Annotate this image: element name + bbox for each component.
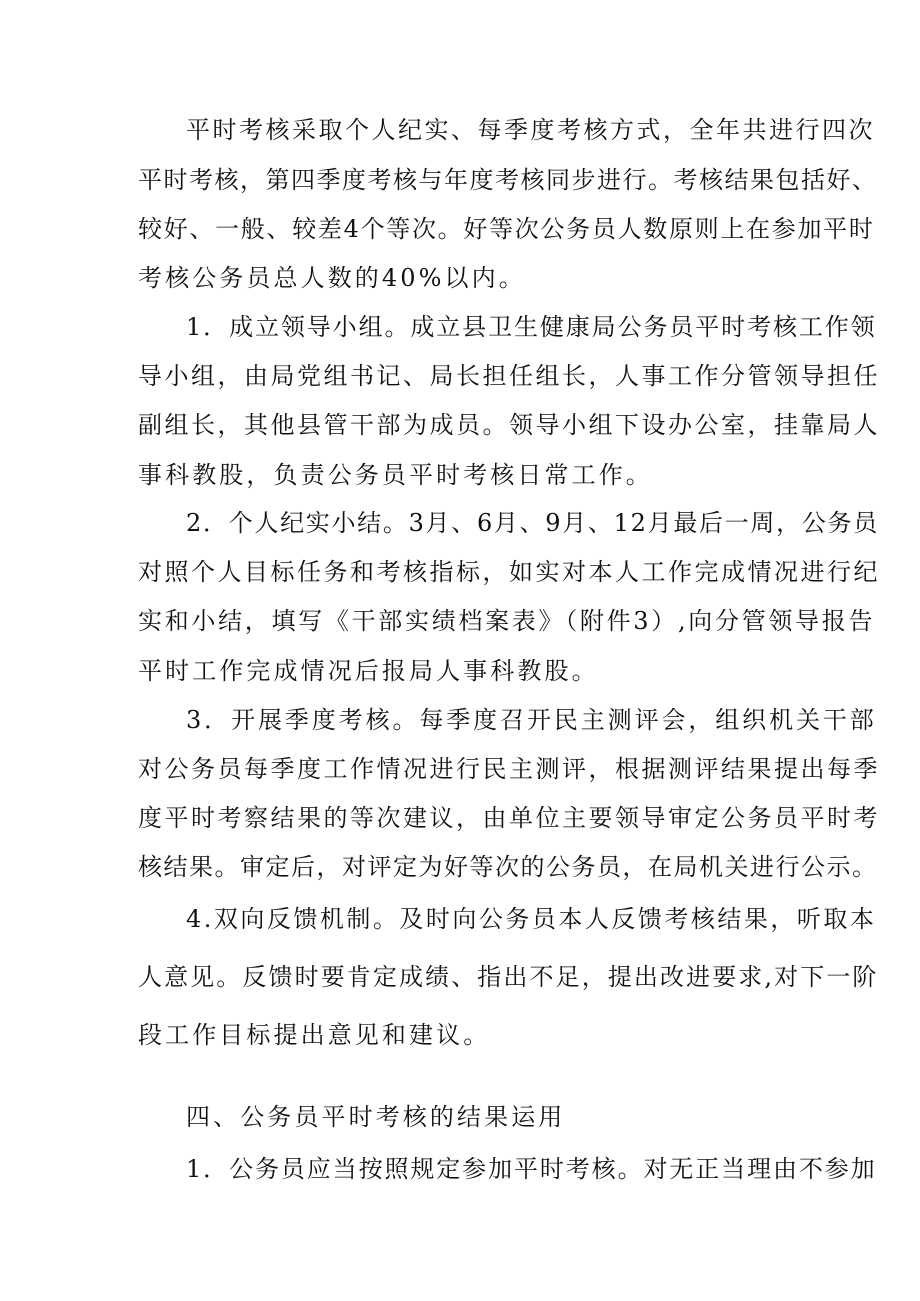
paragraph-3-line-1: 2．个人纪实小结。3月、6月、9月、12月最后一周，公务员 [186, 509, 879, 537]
paragraph-3-line-2: 对照个人目标任务和考核指标，如实对本人工作完成情况进行纪 [138, 558, 880, 586]
paragraph-2-line-4: 事科教股，负责公务员平时考核日常工作。 [138, 461, 653, 489]
paragraph-2-line-3: 副组长，其他县管干部为成员。领导小组下设办公室，挂靠局人 [138, 411, 880, 439]
paragraph-5-line-3: 段工作目标提出意见和建议。 [138, 1021, 491, 1049]
paragraph-5-line-2: 人意见。反馈时要肯定成绩、指出不足，提出改进要求,对下一阶 [138, 963, 879, 991]
paragraph-1-line-1: 平时考核采取个人纪实、每季度考核方式，全年共进行四次 [186, 116, 875, 144]
paragraph-2-line-1: 1．成立领导小组。成立县卫生健康局公务员平时考核工作领 [186, 313, 877, 341]
paragraph-4-line-2: 对公务员每季度工作情况进行民主测评，根据测评结果提出每季 [138, 755, 880, 783]
paragraph-3-line-3: 实和小结，填写《干部实绩档案表》（附件3）,向分管领导报告 [138, 607, 876, 635]
paragraph-2-line-2: 导小组，由局党组书记、局长担任组长，人事工作分管领导担任 [138, 362, 880, 390]
paragraph-1-line-3: 较好、一般、较差4个等次。好等次公务员人数原则上在参加平时 [138, 215, 875, 243]
paragraph-4-line-4: 核结果。审定后，对评定为好等次的公务员，在局机关进行公示。 [138, 853, 878, 881]
paragraph-5-line-1: 4.双向反馈机制。及时向公务员本人反馈考核结果，听取本 [186, 905, 877, 933]
paragraph-6-line-1: 1．公务员应当按照规定参加平时考核。对无正当理由不参加 [186, 1155, 877, 1183]
paragraph-4-line-1: 3．开展季度考核。每季度召开民主测评会，组织机关干部 [186, 706, 877, 734]
paragraph-3-line-4: 平时工作完成情况后报局人事科教股。 [138, 657, 599, 685]
paragraph-1-line-2: 平时考核，第四季度考核与年度考核同步进行。考核结果包括好、 [138, 166, 878, 194]
paragraph-4-line-3: 度平时考察结果的等次建议，由单位主要领导审定公务员平时考 [138, 804, 880, 832]
section-heading: 四、公务员平时考核的结果运用 [186, 1103, 566, 1131]
paragraph-1-line-4: 考核公务员总人数的40%以内。 [138, 264, 526, 292]
